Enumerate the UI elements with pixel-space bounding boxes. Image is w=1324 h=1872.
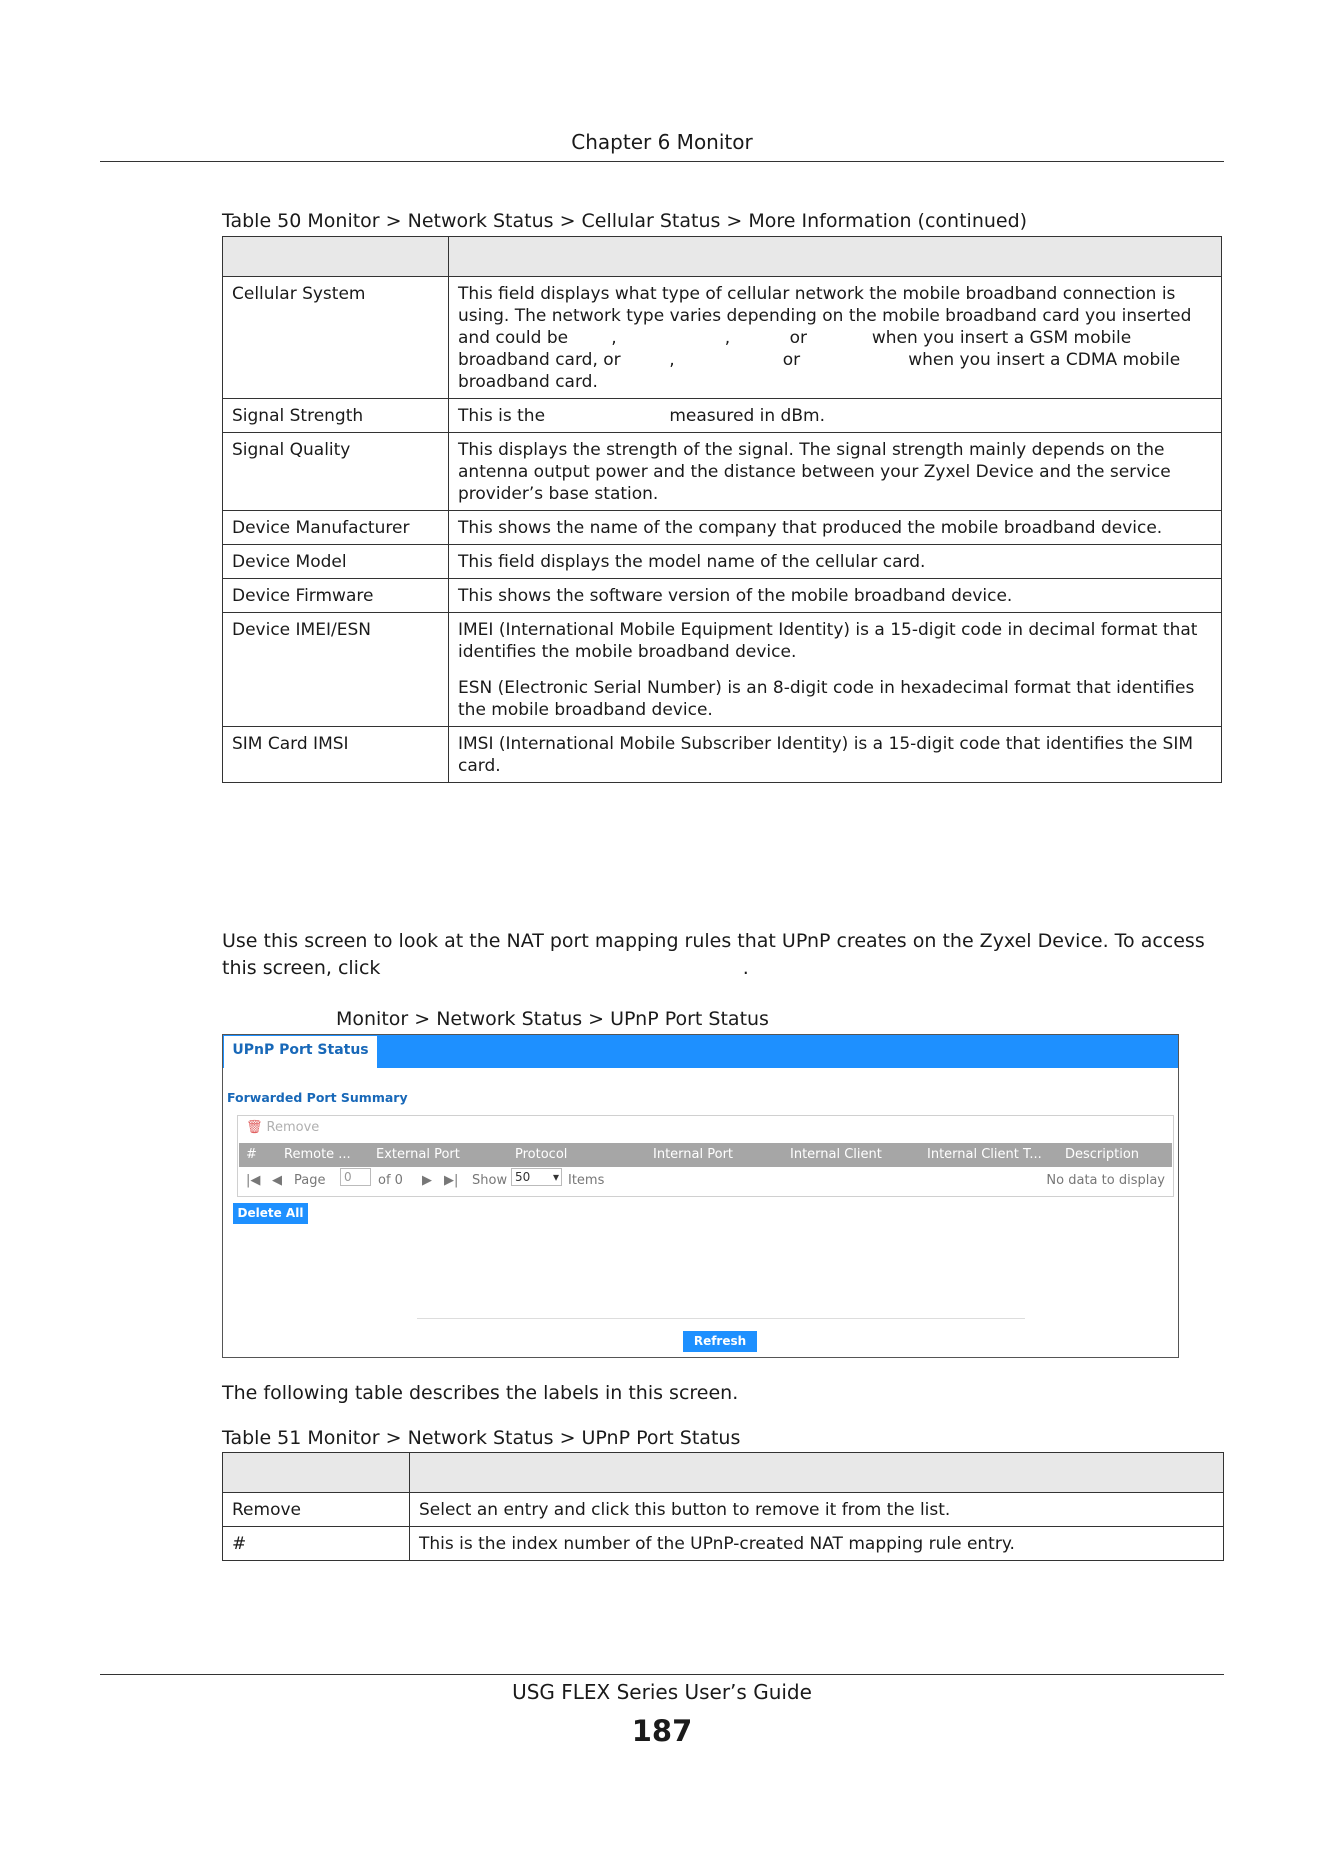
table-50-caption: Table 50 Monitor > Network Status > Cellular Status > More Information (continued) [222,210,1028,232]
description-paragraph: IMSI (International Mobile Subscriber Identity) is a 15-digit code that identifies the SIM card. [458,734,1194,776]
table-row [223,399,1222,433]
column-header-description[interactable]: Description [1065,1147,1140,1162]
last-page-icon[interactable]: ▶| [444,1173,459,1188]
divider [417,1318,1025,1319]
column-header-protocol[interactable]: Protocol [515,1147,568,1162]
refresh-button[interactable]: Refresh [683,1331,757,1352]
intro-line: Use this screen to look at the NAT port mapping rules that UPnP creates on the Zyxel Device. To access [222,930,1205,952]
header-cell-description [410,1453,1224,1493]
column-header-internal-port[interactable]: Internal Port [653,1147,734,1162]
trash-icon: 🗑 [246,1120,263,1135]
port-grid [237,1115,1174,1197]
page-input[interactable]: 0 [340,1168,371,1186]
header-cell-description [449,237,1222,277]
description-paragraph: This field displays what type of cellular network the mobile broadband connection is using. The network type varies depending on the mobile broadband card you inserted and could be , , or when you insert a GSM mobile broadband card, or , or when you insert a CDMA mobile broadband card. [458,284,1197,392]
description-paragraph: IMEI (International Mobile Equipment Identity) is a 15-digit code in decimal format that identifies the mobile broadband device. [458,620,1198,662]
figure-caption: Monitor > Network Status > UPnP Port Status [336,1008,769,1030]
items-label: Items [568,1173,605,1188]
row-description [449,277,1222,399]
row-label: Device Manufacturer [223,511,449,545]
row-description: Select an entry and click this button to remove it from the list. [410,1493,1224,1527]
row-description [449,613,1222,727]
page-size-select[interactable] [511,1168,562,1186]
table-row [223,1493,1224,1527]
row-label: Device Model [223,545,449,579]
footer-title: USG FLEX Series User’s Guide [512,1680,812,1704]
description-paragraph: This shows the name of the company that produced the mobile broadband device. [458,518,1163,538]
header-cell-label [223,237,449,277]
table-row [223,1527,1224,1561]
prev-page-icon[interactable]: ◀ [272,1173,282,1188]
table-50 [222,236,1222,783]
description-paragraph: This shows the software version of the mobile broadband device. [458,586,1013,606]
row-description [449,511,1222,545]
header-cell-label [223,1453,410,1493]
column-header-internal-client-type[interactable]: Internal Client T... [927,1147,1042,1162]
table-row [223,545,1222,579]
row-label: Signal Quality [223,433,449,511]
table-row [223,727,1222,783]
row-description [449,727,1222,783]
first-page-icon[interactable]: |◀ [246,1173,261,1188]
table-row [223,579,1222,613]
row-label: SIM Card IMSI [223,727,449,783]
row-description [449,399,1222,433]
remove-button[interactable] [246,1120,319,1135]
row-label: Remove [223,1493,410,1527]
table-51-caption: Table 51 Monitor > Network Status > UPnP Port Status [222,1427,741,1449]
next-page-icon[interactable]: ▶ [422,1173,432,1188]
empty-message: No data to display [1046,1173,1165,1188]
description-paragraph: This is the measured in dBm. [458,406,825,426]
grid-header [239,1143,1172,1167]
column-header-index[interactable]: # [246,1147,257,1162]
tab-upnp-port-status[interactable]: UPnP Port Status [224,1036,377,1068]
column-header-remote[interactable]: Remote ... [284,1147,351,1162]
remove-label: Remove [266,1120,320,1135]
page-number: 187 [631,1714,693,1748]
table-header-row [223,237,1222,277]
header-rule [100,161,1224,162]
delete-all-button[interactable]: Delete All [233,1203,308,1224]
description-paragraph: ESN (Electronic Serial Number) is an 8-digit code in hexadecimal format that identifies the mobile broadband device. [458,678,1195,720]
table-row [223,511,1222,545]
description-paragraph: This field displays the model name of the cellular card. [458,552,926,572]
table-header-row [223,1453,1224,1493]
description-paragraph: This displays the strength of the signal. The signal strength mainly depends on the antenna output power and the distance between your Zyxel Device and the service provider’s base station. [458,440,1171,504]
table-row [223,433,1222,511]
row-label: Signal Strength [223,399,449,433]
row-description [449,545,1222,579]
column-header-external-port[interactable]: External Port [376,1147,460,1162]
footer-rule [100,1674,1224,1675]
page-count: of 0 [378,1173,403,1188]
page-size-value: 50 [515,1170,531,1184]
chapter-header: Chapter 6 Monitor [571,130,753,154]
row-label: Device IMEI/ESN [223,613,449,727]
column-header-internal-client[interactable]: Internal Client [790,1147,882,1162]
row-description [449,579,1222,613]
description-line: The following table describes the labels in this screen. [222,1382,739,1404]
row-label: Device Firmware [223,579,449,613]
chevron-down-icon: ▾ [552,1170,559,1184]
row-label: # [223,1527,410,1561]
table-row [223,277,1222,399]
row-description: This is the index number of the UPnP-created NAT mapping rule entry. [410,1527,1224,1561]
upnp-port-status-screenshot [222,1034,1179,1358]
intro-line: this screen, click . [222,957,749,979]
row-description [449,433,1222,511]
intro-paragraph [222,928,1222,982]
show-label: Show [472,1173,508,1188]
row-label: Cellular System [223,277,449,399]
table-row [223,613,1222,727]
section-title: Forwarded Port Summary [227,1090,408,1105]
page-label: Page [294,1173,326,1188]
table-51 [222,1452,1224,1561]
pager [238,1168,1173,1194]
